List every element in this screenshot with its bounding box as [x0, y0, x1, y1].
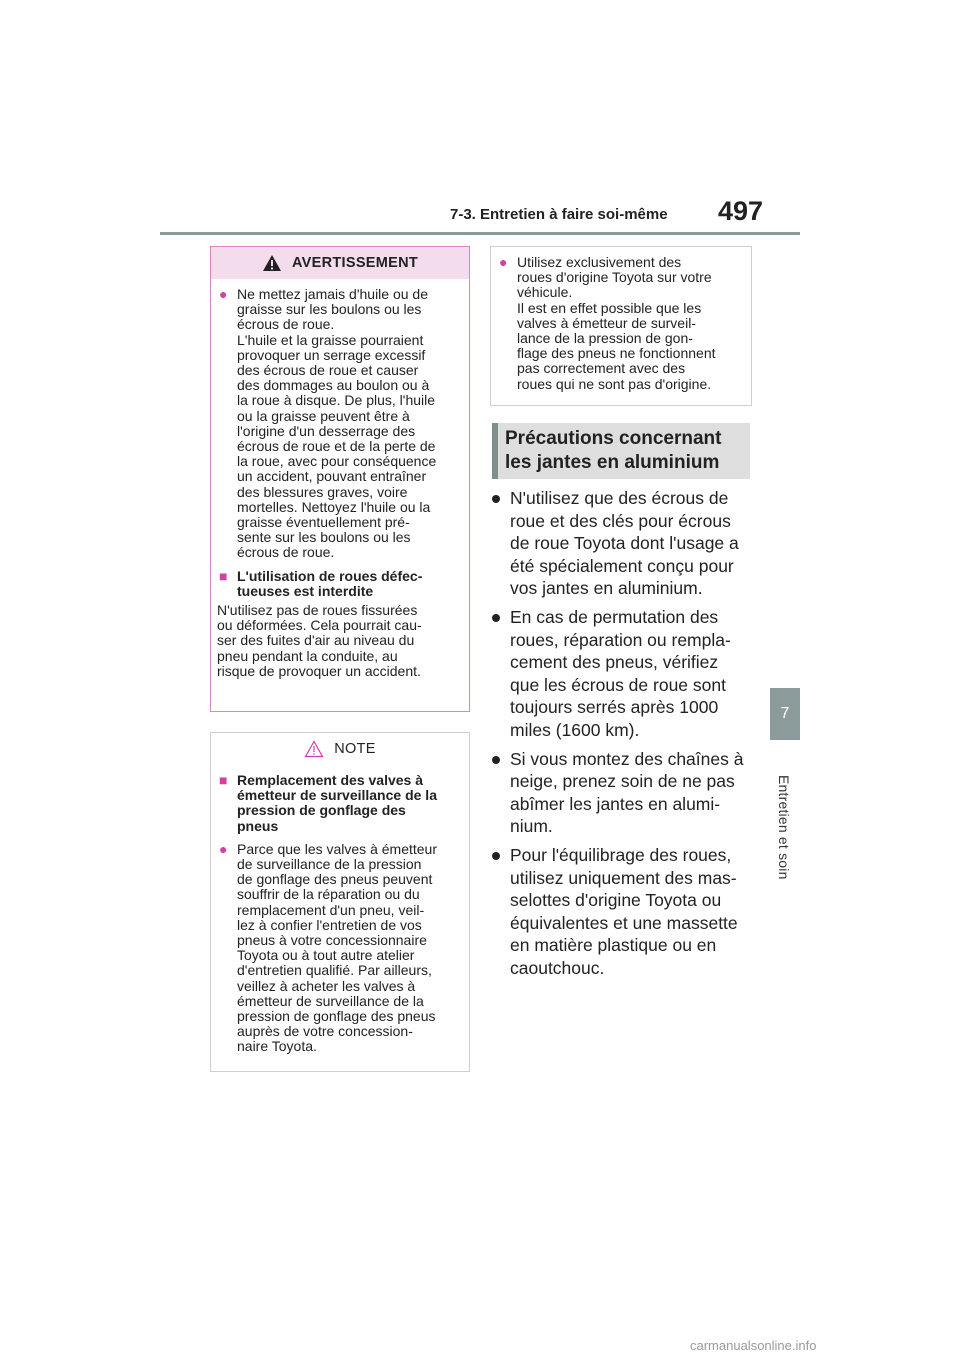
text-line: Utilisez exclusivement des: [517, 254, 682, 270]
text-line: miles (1600 km).: [510, 719, 640, 740]
text-line: abîmer les jantes en alumi-: [510, 793, 721, 814]
bullet-dot-icon: [492, 495, 500, 503]
item-text: [517, 255, 745, 392]
text-line: roue et des clés pour écrous: [510, 510, 731, 531]
warning-header: [211, 247, 469, 279]
text-line: roues, réparation ou rempla-: [510, 629, 731, 650]
watermark: carmanualsonline.info: [690, 1338, 817, 1353]
note-title: NOTE: [334, 741, 376, 757]
text-line: vos jantes en aluminium.: [510, 578, 703, 599]
square-bullet-icon: ■: [219, 567, 228, 584]
text-line: émetteur de surveillance de la: [237, 992, 424, 1009]
text-line: de roue Toyota dont l'usage a: [510, 533, 739, 554]
heading-accent-bar: [492, 423, 498, 479]
circle-bullet-icon: ●: [219, 840, 228, 857]
bullet-item: [492, 844, 754, 980]
text-line: écrous de roue.: [237, 316, 335, 333]
text-line: utilisez uniquement des mas-: [510, 867, 737, 888]
section-heading-text: [505, 427, 721, 475]
note-box: [210, 732, 470, 1072]
text-line: En cas de permutation des: [510, 606, 719, 627]
text-line: écrous de roue.: [237, 544, 335, 561]
list-item: [217, 842, 463, 1055]
bullet-item: [492, 606, 754, 742]
section-heading: [492, 423, 750, 479]
heading-line: Précautions concernant: [505, 428, 722, 449]
text-line: en matière plastique ou en: [510, 935, 717, 956]
text-line: Ne mettez jamais d'huile ou de: [237, 286, 428, 302]
bullet-text: [510, 606, 754, 742]
text-line: tueuses est interdite: [237, 582, 374, 599]
text-line: pression de gonflage des pneus: [237, 1008, 436, 1025]
text-line: N'utilisez que des écrous de: [510, 488, 729, 508]
subheading-item: [217, 569, 463, 599]
text-line: mortelles. Nettoyez l'huile ou la: [237, 498, 431, 515]
info-body: [491, 255, 751, 392]
warning-body: [211, 287, 469, 679]
bullet-text: [510, 487, 754, 600]
bullet-text: [510, 844, 754, 980]
item-text: [237, 569, 463, 599]
text-line: auprès de votre concession-: [237, 1023, 413, 1040]
text-line: l'origine d'un desserrage des: [237, 422, 416, 439]
text-line: Si vous montez des chaînes à: [510, 748, 744, 769]
section-title: 7-3. Entretien à faire soi-même: [450, 206, 668, 223]
chapter-tab: 7: [770, 688, 800, 740]
text-line: roues qui ne sont pas d'origine.: [517, 375, 712, 392]
bullet-item: [492, 487, 754, 600]
text-line: équivalentes et une massette: [510, 912, 738, 933]
text-line: écrous de roue et de la perte de: [237, 438, 436, 455]
text-line: valves à émetteur de surveil-: [517, 314, 696, 331]
list-item: [217, 287, 463, 561]
square-bullet-icon: ■: [219, 772, 228, 788]
text-line: graisse éventuellement pré-: [237, 514, 410, 531]
text-line: pneus à votre concessionnaire: [237, 932, 427, 949]
text-line: véhicule.: [517, 284, 573, 301]
text-line: roues d'origine Toyota sur votre: [517, 269, 712, 286]
circle-bullet-icon: ●: [219, 286, 228, 302]
text-line: Pour l'équilibrage des roues,: [510, 844, 732, 865]
text-line: émetteur de surveillance de la: [237, 787, 437, 804]
text-line: lance de la pression de gon-: [517, 330, 693, 347]
warning-box: [210, 246, 470, 712]
bullet-text: [510, 748, 754, 838]
text-line: des dommages au boulon ou à: [237, 377, 430, 394]
text-line: pneus: [237, 817, 279, 834]
bullet-dot-icon: [492, 756, 500, 764]
text-line: neige, prenez soin de ne pas: [510, 771, 735, 792]
item-text: [237, 842, 463, 1055]
text-line: ou déformées. Cela pourrait cau-: [217, 617, 422, 634]
page-number: 497: [718, 196, 764, 226]
text-line: souffrir de la réparation ou du: [237, 886, 420, 903]
text-line: des écrous de roue et causer: [237, 362, 419, 379]
text-line: pression de gonflage des: [237, 802, 406, 819]
text-line: Remplacement des valves à: [237, 772, 423, 788]
text-line: remplacement d'un pneu, veil-: [237, 901, 425, 918]
text-line: N'utilisez pas de roues fissurées: [217, 602, 418, 619]
bullet-dot-icon: [492, 614, 500, 622]
warning-triangle-icon: [262, 254, 282, 272]
subheading-item: [217, 773, 463, 834]
bullet-item: [492, 748, 754, 838]
text-line: de gonflage des pneus peuvent: [237, 871, 433, 888]
item-text: [237, 773, 463, 834]
text-line: caoutchouc.: [510, 957, 605, 978]
text-line: sente sur les boulons ou les: [237, 529, 411, 546]
text-line: été spécialement conçu pour: [510, 555, 734, 576]
info-box: [490, 246, 752, 406]
text-line: provoquer un serrage excessif: [237, 346, 426, 363]
chapter-label: Entretien et soin: [776, 775, 792, 880]
text-line: flage des pneus ne fonctionnent: [517, 345, 716, 362]
warning-title: AVERTISSEMENT: [291, 255, 419, 271]
text-line: toujours serrés après 1000: [510, 697, 719, 718]
note-header: [211, 733, 469, 765]
heading-line: les jantes en aluminium: [505, 452, 720, 473]
bullet-list: [492, 487, 754, 985]
text-line: pas correctement avec des: [517, 360, 686, 377]
text-line: ou la graisse peuvent être à: [237, 407, 410, 424]
text-line: veillez à acheter les valves à: [237, 977, 416, 994]
text-line: lez à confier l'entretien de vos: [237, 916, 422, 933]
text-line: L'utilisation de roues défec-: [237, 567, 423, 584]
text-line: la roue, avec pour conséquence: [237, 453, 437, 470]
caution-triangle-outline-icon: [304, 740, 324, 758]
text-line: L'huile et la graisse pourraient: [237, 331, 424, 348]
text-line: selottes d'origine Toyota ou: [510, 890, 722, 911]
item-text: [237, 287, 463, 561]
text-line: que les écrous de roue sont: [510, 674, 726, 695]
text-line: graisse sur les boulons ou les: [237, 301, 422, 318]
list-item: [497, 255, 745, 392]
warning-plain-text: [217, 603, 463, 679]
text-line: nium.: [510, 816, 553, 837]
text-line: ser des fuites d'air au niveau du: [217, 632, 415, 649]
text-line: pneu pendant la conduite, au: [217, 647, 398, 664]
bullet-dot-icon: [492, 852, 500, 860]
circle-bullet-icon: ●: [499, 254, 508, 270]
text-line: naire Toyota.: [237, 1038, 317, 1055]
text-line: de surveillance de la pression: [237, 856, 422, 873]
text-line: Parce que les valves à émetteur: [237, 840, 437, 857]
text-line: des blessures graves, voire: [237, 483, 408, 500]
note-body: [211, 773, 469, 1055]
text-line: un accident, pouvant entraîner: [237, 468, 427, 485]
text-line: d'entretien qualifié. Par ailleurs,: [237, 962, 432, 979]
text-line: Il est en effet possible que les: [517, 299, 702, 316]
text-line: risque de provoquer un accident.: [217, 662, 421, 679]
header-divider: [160, 232, 800, 235]
text-line: la roue à disque. De plus, l'huile: [237, 392, 436, 409]
text-line: cement des pneus, vérifiez: [510, 652, 719, 673]
text-line: Toyota ou à tout autre atelier: [237, 947, 415, 964]
